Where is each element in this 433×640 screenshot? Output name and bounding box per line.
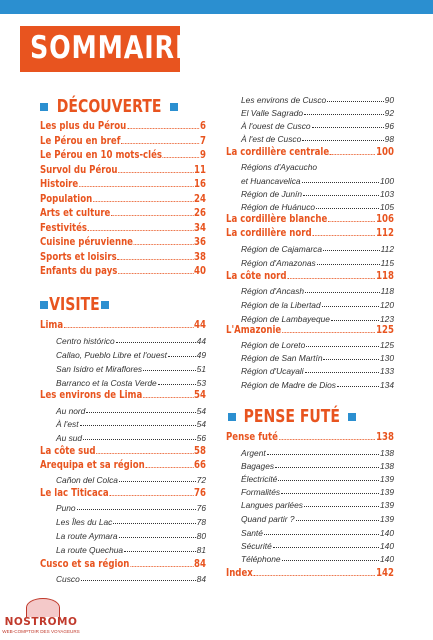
toc-chapter-entry[interactable] [40, 236, 206, 248]
square-bullet-icon [348, 413, 356, 421]
toc-page-number: 123 [380, 314, 394, 324]
toc-entry-label: Festivités [40, 220, 88, 234]
toc-page-number: 9 [200, 148, 206, 161]
toc-subentry[interactable] [56, 348, 206, 360]
dot-leader [304, 506, 379, 507]
dot-leader [119, 481, 196, 482]
toc-entry-label: Index [226, 566, 253, 579]
toc-entry-label: Cusco [56, 574, 80, 584]
toc-chapter-entry[interactable] [40, 135, 206, 147]
section-title: DÉCOUVERTE [56, 96, 162, 117]
dot-leader [327, 101, 383, 102]
toc-entry-label: À l'ouest de Cusco [241, 121, 311, 131]
toc-chapter-entry[interactable] [40, 164, 206, 176]
toc-page-number: 6 [200, 119, 206, 132]
toc-subentry[interactable] [241, 485, 394, 497]
section-heading-decouverte [40, 96, 178, 117]
toc-chapter-entry[interactable] [40, 178, 206, 190]
globe-icon [26, 598, 60, 617]
toc-chapter-entry[interactable] [40, 222, 206, 234]
toc-chapter-entry[interactable] [40, 251, 206, 263]
dot-leader [323, 250, 380, 251]
toc-chapter-entry[interactable] [226, 227, 394, 239]
dot-leader [83, 439, 196, 440]
section-heading-visite [40, 294, 109, 315]
toc-entry-label: Histoire [40, 177, 79, 190]
toc-page-number: 130 [380, 353, 394, 363]
toc-page-number: 138 [380, 461, 394, 471]
toc-subentry[interactable] [56, 431, 206, 443]
toc-page-number: 140 [380, 541, 394, 551]
toc-chapter-entry[interactable] [40, 120, 206, 132]
toc-entry-label: Langues parlées [241, 500, 303, 510]
toc-entry-label: San Isidro et Miraflores [56, 364, 143, 374]
toc-entry-label: Région de San Martín [241, 353, 323, 363]
toc-page-number: 120 [380, 300, 394, 310]
toc-entry-label: Lima [40, 318, 64, 331]
toc-chapter-entry[interactable] [40, 319, 206, 331]
toc-chapter-entry[interactable] [226, 324, 394, 336]
toc-page-number: 78 [196, 517, 206, 527]
dot-leader [267, 454, 379, 455]
nostromo-logo [2, 598, 80, 638]
toc-subentry[interactable] [56, 376, 206, 388]
dot-leader [119, 537, 196, 538]
toc-entry-label: Sports et loisirs [40, 249, 117, 263]
toc-entry-label: Cusco et sa région [40, 557, 130, 570]
toc-page-number: 98 [384, 134, 394, 144]
square-bullet-icon [40, 103, 48, 111]
toc-subentry[interactable] [241, 298, 394, 310]
toc-page-number: 53 [196, 378, 206, 388]
toc-subentry[interactable] [56, 362, 206, 374]
toc-subentry[interactable] [241, 174, 394, 186]
toc-subentry[interactable] [241, 200, 394, 212]
dot-leader [305, 292, 380, 293]
toc-chapter-entry[interactable] [40, 558, 206, 570]
toc-entry-label: Région d'Amazonas [241, 258, 316, 268]
toc-entry-label: La route Quechua [56, 545, 124, 555]
toc-chapter-entry[interactable] [40, 487, 206, 499]
toc-entry-label: Bagages [241, 461, 275, 471]
toc-entry-label: À l'est [56, 419, 79, 429]
toc-entry-label: L'Amazonie [226, 323, 282, 336]
section-heading-pense-fute [228, 406, 356, 427]
dot-leader [81, 580, 196, 581]
dot-leader [116, 342, 196, 343]
dot-leader [287, 278, 375, 279]
toc-page-number: 84 [194, 557, 206, 570]
toc-entry-label: Arequipa et sa région [40, 458, 145, 471]
toc-entry-label: Pense futé [226, 430, 278, 443]
toc-page-number: 72 [196, 475, 206, 485]
dot-leader [296, 520, 379, 521]
toc-entry-label: La cordillère centrale [226, 145, 330, 158]
toc-entry-label: Région d'Ucayali [241, 366, 304, 376]
dot-leader [64, 327, 193, 328]
toc-subentry[interactable] [241, 552, 394, 564]
toc-entry-label: Santé [241, 528, 263, 538]
toc-page-number: 118 [376, 269, 394, 282]
toc-entry-label: Électricité [241, 474, 278, 484]
square-bullet-icon [101, 301, 109, 309]
dot-leader [93, 201, 193, 202]
toc-page-number: 100 [376, 145, 394, 158]
toc-subentry[interactable] [241, 539, 394, 551]
dot-leader [158, 384, 196, 385]
toc-entry-label: Le lac Titicaca [40, 486, 109, 499]
dot-leader [317, 264, 380, 265]
toc-entry-label: Centro histórico [56, 336, 115, 346]
toc-entry-label: Callao, Pueblo Libre et l'ouest [56, 350, 168, 360]
dot-leader [306, 346, 379, 347]
toc-page-number: 140 [380, 554, 394, 564]
toc-entry-label: Régions d'Ayacucho [241, 162, 318, 172]
dot-leader [146, 467, 194, 468]
dot-leader [163, 157, 199, 158]
toc-page-number: 139 [380, 514, 394, 524]
dot-leader [79, 186, 193, 187]
toc-entry-label: Les environs de Cusco [241, 95, 327, 105]
toc-page-number: 38 [194, 249, 206, 263]
toc-subentry[interactable] [241, 364, 394, 376]
dot-leader [109, 495, 193, 496]
dot-leader [282, 332, 375, 333]
toc-page-number: 139 [380, 500, 394, 510]
dot-leader [113, 523, 195, 524]
toc-entry-label: Puno [56, 503, 76, 513]
section-title: VISITE [49, 294, 100, 315]
dot-leader [302, 182, 379, 183]
toc-page-number: 36 [194, 235, 206, 248]
toc-chapter-entry[interactable] [226, 567, 394, 579]
toc-page-number: 112 [380, 244, 394, 254]
toc-entry-label: La côte sud [40, 444, 96, 457]
dot-leader [88, 230, 193, 231]
dot-leader [337, 386, 379, 387]
dot-leader [312, 127, 384, 128]
toc-chapter-entry[interactable] [226, 270, 394, 282]
toc-entry-label: Région d'Ancash [241, 286, 305, 296]
toc-page-number: 24 [194, 191, 206, 205]
toc-entry-label: Enfants du pays [40, 264, 118, 277]
dot-leader [302, 140, 383, 141]
toc-subentry[interactable] [241, 472, 394, 484]
dot-leader [168, 356, 196, 357]
toc-entry-label: Survol du Pérou [40, 162, 118, 176]
toc-subentry[interactable] [241, 160, 394, 172]
toc-subentry[interactable] [56, 334, 206, 346]
toc-page-number: 16 [194, 177, 206, 190]
toc-subentry[interactable] [241, 106, 394, 118]
toc-subentry[interactable] [241, 512, 394, 524]
dot-leader [273, 547, 379, 548]
toc-page-number: 112 [376, 226, 394, 239]
dot-leader [303, 195, 379, 196]
toc-page-number: 140 [380, 528, 394, 538]
toc-entry-label: Les plus du Pérou [40, 119, 127, 132]
toc-entry-label: Région de Lambayeque [241, 314, 330, 324]
toc-page-number: 34 [194, 220, 206, 234]
dot-leader [305, 372, 379, 373]
toc-subentry[interactable] [241, 378, 394, 390]
toc-entry-label: Formalités [241, 487, 281, 497]
toc-page-number: 105 [380, 202, 394, 212]
dot-leader [111, 215, 193, 216]
toc-subentry[interactable] [56, 572, 206, 584]
toc-page-number: 96 [384, 121, 394, 131]
toc-page-number: 138 [380, 448, 394, 458]
toc-subentry[interactable] [241, 256, 394, 268]
toc-page-number: 11 [194, 162, 206, 176]
toc-page-number: 118 [380, 286, 394, 296]
toc-chapter-entry[interactable] [40, 207, 206, 219]
toc-entry-label: Région de Junín [241, 189, 302, 199]
toc-page-number: 44 [194, 318, 206, 331]
dot-leader [278, 480, 379, 481]
dot-leader [331, 320, 379, 321]
section-title: PENSE FUTÉ [243, 406, 340, 427]
toc-chapter-entry[interactable] [226, 431, 394, 443]
toc-entry-label: Cañon del Colca [56, 475, 118, 485]
toc-page-number: 66 [194, 458, 206, 471]
dot-leader [304, 114, 384, 115]
toc-subentry[interactable] [241, 446, 394, 458]
toc-entry-label: Arts et culture [40, 206, 111, 219]
toc-entry-label: Argent [241, 448, 266, 458]
dot-leader [322, 306, 379, 307]
dot-leader [86, 412, 195, 413]
toc-entry-label: Population [40, 191, 93, 205]
toc-subentry[interactable] [241, 351, 394, 363]
toc-page-number: 7 [200, 133, 206, 147]
dot-leader [130, 566, 193, 567]
toc-subentry[interactable] [56, 404, 206, 416]
dot-leader [279, 439, 376, 440]
toc-entry-label: La côte nord [226, 269, 287, 282]
toc-page-number: 133 [380, 366, 394, 376]
dot-leader [312, 235, 375, 236]
toc-page-number: 76 [194, 486, 206, 499]
top-color-bar [0, 0, 433, 14]
toc-subentry[interactable] [56, 529, 206, 541]
dot-leader [282, 560, 379, 561]
toc-entry-label: La cordillère blanche [226, 212, 328, 225]
dot-leader [118, 172, 193, 173]
toc-entry-label: Région de la Libertad [241, 300, 321, 310]
toc-entry-label: À l'est de Cusco [241, 134, 302, 144]
toc-entry-label: Région de Cajamarca [241, 244, 323, 254]
toc-page-number: 54 [196, 419, 206, 429]
dot-leader [118, 259, 194, 260]
toc-page-number: 106 [376, 212, 394, 225]
toc-chapter-entry[interactable] [226, 146, 394, 158]
dot-leader [143, 370, 196, 371]
toc-entry-label: Au nord [56, 406, 86, 416]
toc-page-number: 92 [384, 108, 394, 118]
dot-leader [281, 493, 379, 494]
toc-subentry[interactable] [56, 515, 206, 527]
toc-entry-label: Téléphone [241, 554, 281, 564]
toc-page-number: 80 [196, 531, 206, 541]
dot-leader [328, 221, 375, 222]
toc-chapter-entry[interactable] [40, 265, 206, 277]
toc-entry-label: Région de Loreto [241, 340, 306, 350]
toc-page-number: 58 [194, 444, 206, 457]
toc-entry-label: Les Îles du Lac [56, 517, 113, 527]
toc-page-number: 134 [380, 380, 394, 390]
toc-chapter-entry[interactable] [40, 389, 206, 401]
toc-page-number: 76 [196, 503, 206, 513]
toc-chapter-entry[interactable] [226, 213, 394, 225]
toc-page-number: 115 [380, 258, 394, 268]
toc-subentry[interactable] [241, 187, 394, 199]
logo-tagline: WEB-COMPTOIR DES VOYAGEURS [2, 629, 80, 634]
toc-entry-label: Région de Madre de Dios [241, 380, 336, 390]
toc-entry-label: El Valle Sagrado [241, 108, 304, 118]
toc-page-number: 139 [380, 487, 394, 497]
toc-page-number: 51 [196, 364, 206, 374]
toc-chapter-entry[interactable] [40, 149, 206, 161]
dot-leader [124, 551, 196, 552]
toc-entry-label: Région de Huánuco [241, 202, 316, 212]
toc-page-number: 138 [376, 430, 394, 443]
toc-entry-label: Le Pérou en bref [40, 133, 121, 147]
dot-leader [264, 534, 379, 535]
toc-page-number: 84 [196, 574, 206, 584]
toc-page-number: 54 [194, 388, 206, 401]
toc-chapter-entry[interactable] [40, 445, 206, 457]
toc-entry-label: Quand partir ? [241, 514, 295, 524]
toc-subentry[interactable] [56, 543, 206, 555]
square-bullet-icon [170, 103, 178, 111]
toc-subentry[interactable] [241, 498, 394, 510]
toc-page-number: 125 [380, 340, 394, 350]
dot-leader [77, 509, 196, 510]
toc-page-number: 44 [196, 336, 206, 346]
dot-leader [96, 453, 193, 454]
toc-page-number: 40 [194, 264, 206, 277]
toc-page-number: 142 [376, 566, 394, 579]
dot-leader [134, 244, 193, 245]
toc-page-number: 100 [380, 176, 394, 186]
toc-subentry[interactable] [241, 284, 394, 296]
toc-page-number: 81 [196, 545, 206, 555]
toc-entry-label: Cuisine péruvienne [40, 235, 134, 248]
logo-name: NOSTROMO [4, 616, 78, 628]
toc-entry-label: Sécurité [241, 541, 272, 551]
toc-subentry[interactable] [241, 242, 394, 254]
toc-subentry[interactable] [56, 417, 206, 429]
toc-subentry[interactable] [241, 93, 394, 105]
dot-leader [275, 467, 379, 468]
toc-entry-label: Les environs de Lima [40, 388, 143, 401]
toc-chapter-entry[interactable] [40, 459, 206, 471]
toc-page-number: 26 [194, 206, 206, 219]
toc-page-number: 125 [376, 323, 394, 336]
square-bullet-icon [228, 413, 236, 421]
toc-entry-label: Le Pérou en 10 mots-clés [40, 148, 163, 161]
dot-leader [121, 143, 199, 144]
toc-page-number: 56 [196, 433, 206, 443]
dot-leader [254, 575, 376, 576]
dot-leader [127, 128, 199, 129]
toc-entry-label: et Huancavelica [241, 176, 301, 186]
toc-page-number: 139 [380, 474, 394, 484]
dot-leader [316, 208, 379, 209]
dot-leader [80, 425, 196, 426]
toc-entry-label: Au sud [56, 433, 83, 443]
dot-leader [330, 154, 375, 155]
dot-leader [143, 397, 193, 398]
dot-leader [323, 359, 379, 360]
toc-page-number: 90 [384, 95, 394, 105]
dot-leader [118, 273, 193, 274]
toc-subentry[interactable] [56, 501, 206, 513]
toc-entry-label: Barranco et la Costa Verde [56, 378, 157, 388]
page-title: SOMMAIRE [30, 30, 194, 66]
toc-page-number: 103 [380, 189, 394, 199]
toc-entry-label: La route Aymara [56, 531, 118, 541]
toc-subentry[interactable] [241, 526, 394, 538]
toc-chapter-entry[interactable] [40, 193, 206, 205]
square-bullet-icon [40, 301, 48, 309]
toc-page-number: 54 [196, 406, 206, 416]
toc-page-number: 49 [196, 350, 206, 360]
toc-entry-label: La cordillère nord [226, 226, 312, 239]
toc-subentry[interactable] [56, 473, 206, 485]
toc-subentry[interactable] [241, 338, 394, 350]
toc-subentry[interactable] [241, 132, 394, 144]
toc-subentry[interactable] [241, 119, 394, 131]
toc-subentry[interactable] [241, 459, 394, 471]
